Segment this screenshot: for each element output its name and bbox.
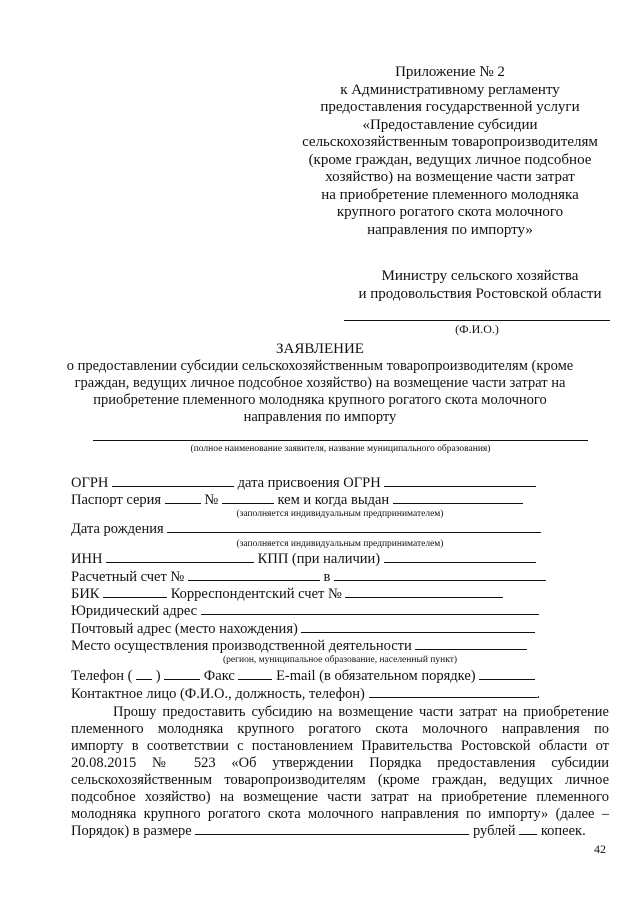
ogrn-date-label: дата присвоения ОГРН — [237, 475, 381, 491]
ogrn-input[interactable] — [112, 485, 234, 487]
activity-place-input[interactable] — [415, 648, 527, 650]
row-phone — [71, 668, 551, 685]
rub-label: рублей — [473, 823, 516, 839]
bik-input[interactable] — [103, 596, 167, 598]
phone-input[interactable] — [164, 678, 200, 680]
appendix-line: хозяйство) на возмещение части затрат — [325, 169, 575, 185]
email-input[interactable] — [479, 678, 535, 680]
appendix-block — [300, 64, 600, 239]
row-bik — [71, 586, 551, 603]
row-activity-place — [71, 638, 551, 655]
row-account — [71, 569, 551, 586]
passport-series-label: Паспорт серия — [71, 492, 162, 508]
passport-issued-input[interactable] — [393, 502, 523, 504]
subtitle-line: направления по импорту — [243, 409, 397, 425]
corr-account-input[interactable] — [345, 596, 503, 598]
appendix-line: сельскохозяйственным товаропроизводителям — [302, 134, 598, 150]
contact-input[interactable] — [369, 696, 537, 698]
row-ogrn — [71, 475, 551, 492]
amount-line — [71, 823, 609, 840]
kop-label: копеек. — [540, 823, 586, 839]
appendix-line: «Предоставление субсидии — [362, 116, 538, 133]
bank-input[interactable] — [334, 579, 546, 581]
addressee-line-2: и продовольствия Ростовской области — [358, 286, 602, 302]
legal-address-label: Юридический адрес — [71, 603, 198, 619]
paragraph-line: племенного молодняка крупного рогатого скота молочного направления по — [71, 721, 609, 737]
row-passport — [71, 492, 551, 509]
ip-note-1: (заполняется индивидуальным предпринимателем) — [236, 509, 444, 519]
fio-caption: (Ф.И.О.) — [455, 322, 499, 336]
kop-input[interactable] — [519, 833, 537, 835]
row-birth-date — [71, 521, 551, 538]
fio-line — [344, 320, 610, 321]
postal-address-label: Почтовый адрес (место нахождения) — [71, 621, 298, 637]
paragraph-line: сельскохозяйственным товаропроизводителям (кроме граждан, ведущих личное — [71, 772, 609, 788]
appendix-line: Приложение № 2 — [395, 64, 505, 80]
legal-address-input[interactable] — [201, 613, 539, 615]
paragraph-line: импорту в соответствии с постановлением Правительства Ростовской области от — [71, 738, 609, 754]
appendix-line: на приобретение племенного молодняка — [321, 186, 579, 203]
page-number: 42 — [594, 842, 606, 856]
passport-no-input[interactable] — [222, 502, 274, 504]
passport-issued-label: кем и когда выдан — [277, 492, 390, 508]
kpp-input[interactable] — [384, 561, 536, 563]
fax-label: Факс — [203, 668, 235, 684]
bik-label: БИК — [71, 586, 100, 602]
birth-date-input[interactable] — [167, 531, 541, 533]
ogrn-date-input[interactable] — [384, 485, 536, 487]
statement-subtitle — [40, 358, 600, 426]
amount-label: Порядок) в размере — [71, 823, 192, 839]
ogrn-label: ОГРН — [71, 475, 109, 491]
row-inn — [71, 551, 551, 568]
phone-code-close: ) — [155, 668, 161, 684]
passport-no-label: № — [204, 492, 219, 508]
activity-place-label: Место осуществления производственной деятельности — [71, 638, 412, 654]
rub-input[interactable] — [195, 833, 469, 835]
applicant-caption: (полное наименование заявителя, название муниципального образования) — [190, 444, 491, 454]
corr-account-label: Корреспондентский счет № — [170, 586, 342, 602]
fax-input[interactable] — [238, 678, 272, 680]
email-label: E-mail (в обязательном порядке) — [276, 668, 476, 684]
paragraph-line: 20.08.2015 № 523 «Об утверждении Порядка предоставления субсидии — [71, 755, 609, 771]
account-label: Расчетный счет № — [71, 569, 185, 585]
statement-title: ЗАЯВЛЕНИЕ — [276, 341, 364, 357]
account-input[interactable] — [188, 579, 320, 581]
subtitle-line: приобретение племенного молодняка крупного рогатого скота молочного — [93, 392, 547, 408]
passport-series-input[interactable] — [165, 502, 201, 504]
birth-date-label: Дата рождения — [71, 521, 164, 537]
request-paragraph — [71, 704, 609, 840]
inn-input[interactable] — [106, 561, 254, 563]
inn-label: ИНН — [71, 551, 103, 567]
appendix-line: крупного рогатого скота молочного — [336, 204, 564, 220]
appendix-line: к Административному регламенту — [340, 81, 560, 98]
contact-label: Контактное лицо (Ф.И.О., должность, телефон) — [71, 686, 365, 702]
in-bank-label: в — [323, 569, 331, 585]
phone-code-input[interactable] — [136, 678, 152, 680]
phone-label: Телефон ( — [71, 668, 133, 684]
applicant-name-line[interactable] — [93, 440, 588, 441]
row-legal-address — [71, 603, 551, 620]
appendix-line: (кроме граждан, ведущих личное подсобное — [308, 151, 592, 168]
ip-note-2: (заполняется индивидуальным предпринимателем) — [236, 539, 444, 549]
subtitle-line: граждан, ведущих личное подсобное хозяйство) на возмещение части затрат на — [74, 375, 566, 391]
appendix-line: направления по импорту» — [367, 221, 533, 238]
paragraph-line: Прошу предоставить субсидию на возмещение части затрат на приобретение — [113, 704, 609, 720]
postal-address-input[interactable] — [301, 631, 535, 633]
paragraph-line: подсобное хозяйство) на возмещение части затрат на приобретение племенного — [71, 789, 609, 805]
row-contact: Контактное лицо (Ф.И.О., должность, телефон) . — [71, 686, 541, 702]
addressee-line-1: Министру сельского хозяйства — [381, 268, 579, 284]
appendix-line: предоставления государственной услуги — [320, 99, 580, 115]
paragraph-line: молодняка крупного рогатого скота молочного направления по импорту» (далее – — [71, 806, 609, 822]
subtitle-line: о предоставлении субсидии сельскохозяйственным товаропроизводителям (кроме — [66, 358, 574, 374]
row-postal-address — [71, 621, 551, 638]
kpp-label: КПП (при наличии) — [257, 551, 381, 567]
activity-note: (регион, муниципальное образование, населенный пункт) — [222, 655, 458, 665]
